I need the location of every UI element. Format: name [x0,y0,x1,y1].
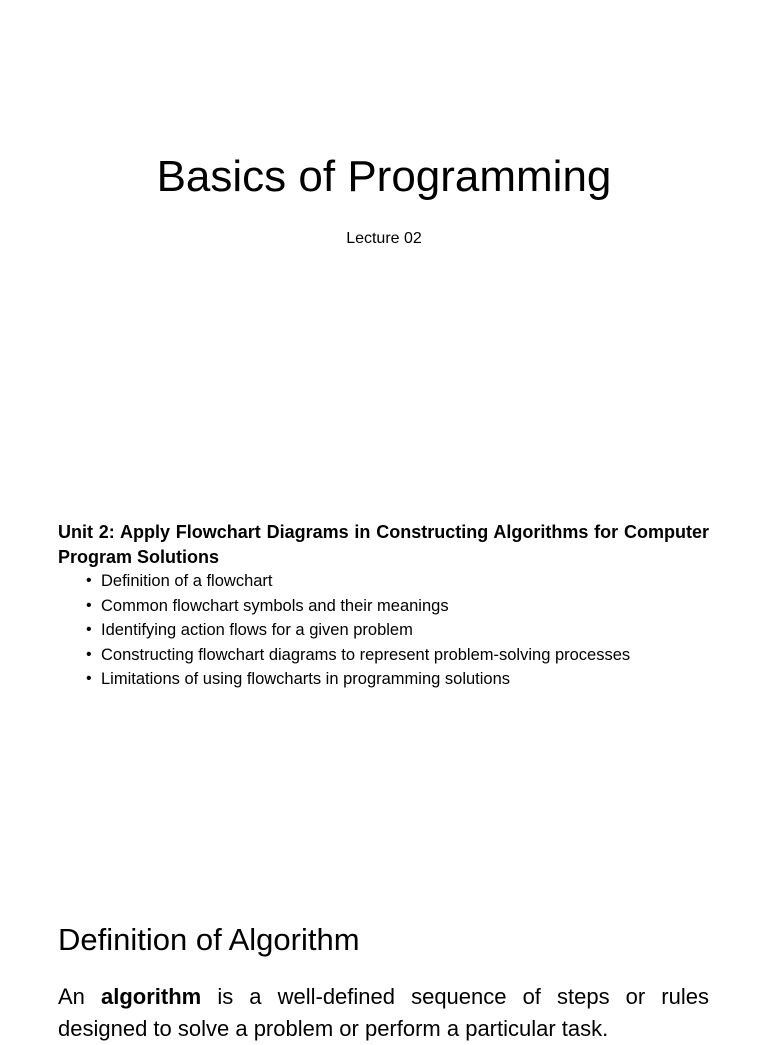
algorithm-term: algorithm [101,984,202,1009]
section-title: Definition of Algorithm [58,922,360,957]
paragraph-text: is a well-defined sequence of steps or rules designed to solve a problem or perform a particular task. [58,984,709,1041]
list-item [86,667,709,692]
list-item [86,569,709,594]
list-item-text: Constructing flowchart diagrams to represent problem-solving processes [101,645,631,664]
bullet-icon: • [86,572,92,589]
list-item-text: Common flowchart symbols and their meanings [101,596,449,615]
definition-paragraph [58,981,709,1045]
page-title: Basics of Programming [156,152,612,201]
bullet-icon: • [86,596,92,614]
list-item [86,594,709,619]
unit-section [58,520,709,692]
page-subtitle: Lecture 02 [346,230,422,247]
bullet-icon: • [86,621,92,638]
unit-heading: Unit 2: Apply Flowchart Diagrams in Constructing Algorithms for Computer Program Solutions [58,522,709,567]
unit-topic-list [58,569,709,692]
list-item-text: Definition of a flowchart [101,572,273,590]
list-item [86,643,709,668]
list-item-text: Identifying action flows for a given problem [101,621,413,639]
paragraph-prefix: An [58,984,101,1009]
bullet-icon: • [86,670,92,687]
bullet-icon: • [86,645,92,663]
list-item [86,618,709,643]
list-item-text: Limitations of using flowcharts in programming solutions [101,670,511,688]
